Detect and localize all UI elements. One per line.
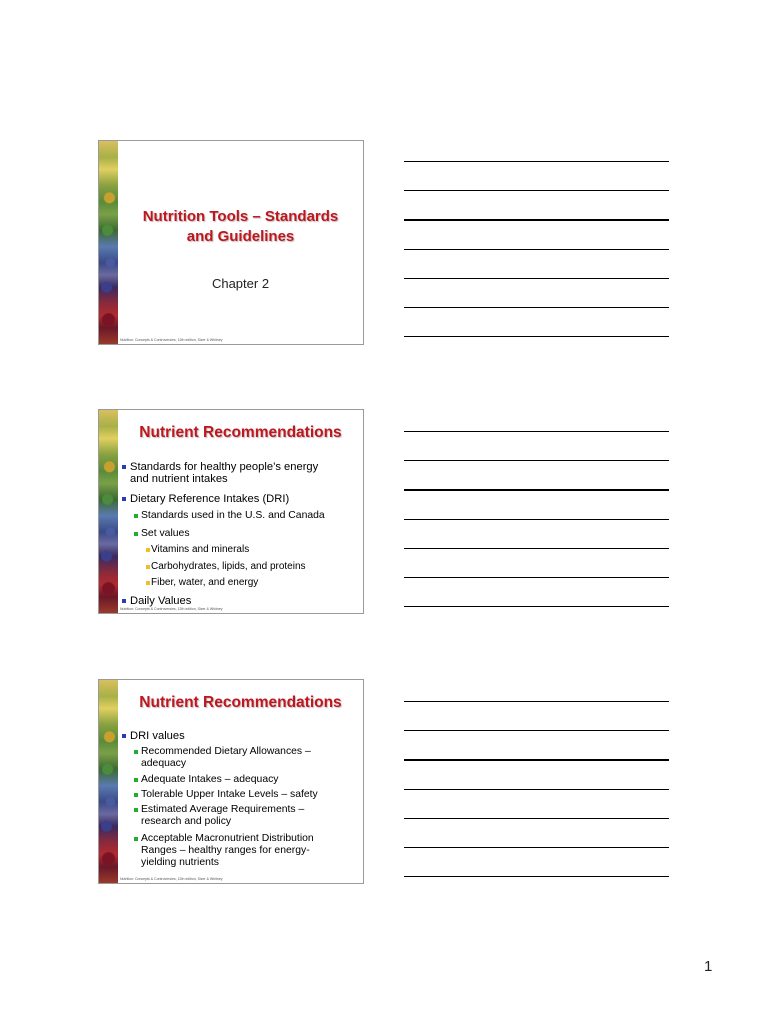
- note-line: [404, 789, 669, 790]
- note-line: [404, 336, 669, 337]
- slide-title: [118, 207, 363, 247]
- page-number: 1: [704, 958, 713, 975]
- slide-footer: Nutrition: Concepts & Controversies, 12th edition, Sizer & Whitney: [120, 607, 223, 611]
- note-line: [404, 876, 669, 877]
- list-item-continuation: research and policy: [141, 816, 232, 827]
- square-bullet-icon: [146, 548, 150, 552]
- list-item: Standards for healthy people’s energy: [122, 461, 362, 473]
- list-item-continuation: yielding nutrients: [141, 857, 219, 868]
- list-item: DRI values: [122, 730, 362, 742]
- list-item: Daily Values: [122, 595, 362, 607]
- note-line: [404, 519, 669, 520]
- square-bullet-icon: [122, 497, 126, 501]
- note-line: [404, 730, 669, 731]
- produce-strip-image: [99, 680, 118, 883]
- note-line: [404, 161, 669, 162]
- list-item: Vitamins and minerals: [146, 544, 361, 556]
- square-bullet-icon: [134, 793, 138, 797]
- square-bullet-icon: [134, 514, 138, 518]
- produce-strip-image: [99, 141, 118, 344]
- square-bullet-icon: [134, 778, 138, 782]
- slide-2-nutrient-recommendations: [98, 409, 364, 614]
- slide-footer: Nutrition: Concepts & Controversies, 12th edition, Sizer & Whitney: [120, 877, 223, 881]
- square-bullet-icon: [134, 808, 138, 812]
- note-line: [404, 278, 669, 279]
- title-line-2: and Guidelines: [186, 228, 295, 245]
- square-bullet-icon: [146, 581, 150, 585]
- list-item: Fiber, water, and energy: [146, 577, 361, 589]
- slide-title: Nutrient Recommendations: [139, 424, 342, 441]
- note-line: [404, 759, 669, 761]
- square-bullet-icon: [146, 565, 150, 569]
- note-line: [404, 701, 669, 702]
- list-item: Carbohydrates, lipids, and proteins: [146, 561, 361, 573]
- list-item: Tolerable Upper Intake Levels – safety: [134, 789, 362, 801]
- list-item-continuation: and nutrient intakes: [130, 473, 228, 485]
- square-bullet-icon: [134, 837, 138, 841]
- square-bullet-icon: [134, 532, 138, 536]
- note-line: [404, 577, 669, 578]
- note-line: [404, 489, 669, 491]
- slide-title: Nutrient Recommendations: [139, 694, 342, 711]
- title-line-1: Nutrition Tools – Standards: [142, 208, 339, 225]
- note-line: [404, 431, 669, 432]
- note-line: [404, 249, 669, 250]
- note-line: [404, 219, 669, 221]
- list-item: Acceptable Macronutrient Distribution: [134, 833, 362, 845]
- list-item: Estimated Average Requirements –: [134, 804, 362, 816]
- list-item-continuation: Ranges – healthy ranges for energy-: [141, 845, 310, 856]
- note-line: [404, 307, 669, 308]
- list-item-continuation: adequacy: [141, 758, 187, 769]
- list-item: Standards used in the U.S. and Canada: [134, 510, 362, 522]
- slide-3-dri-values: [98, 679, 364, 884]
- note-line: [404, 460, 669, 461]
- note-line: [404, 818, 669, 819]
- note-line: [404, 606, 669, 607]
- list-item: Set values: [134, 528, 362, 540]
- square-bullet-icon: [134, 750, 138, 754]
- note-line: [404, 548, 669, 549]
- square-bullet-icon: [122, 599, 126, 603]
- slide-subtitle: Chapter 2: [211, 276, 270, 291]
- square-bullet-icon: [122, 465, 126, 469]
- produce-strip-image: [99, 410, 118, 613]
- note-line: [404, 190, 669, 191]
- note-line: [404, 847, 669, 848]
- list-item: Adequate Intakes – adequacy: [134, 774, 362, 786]
- list-item: Dietary Reference Intakes (DRI): [122, 493, 362, 505]
- slide-1-title: [98, 140, 364, 345]
- slide-footer: Nutrition: Concepts & Controversies, 12th edition, Sizer & Whitney: [120, 338, 223, 342]
- square-bullet-icon: [122, 734, 126, 738]
- list-item: Recommended Dietary Allowances –: [134, 746, 362, 758]
